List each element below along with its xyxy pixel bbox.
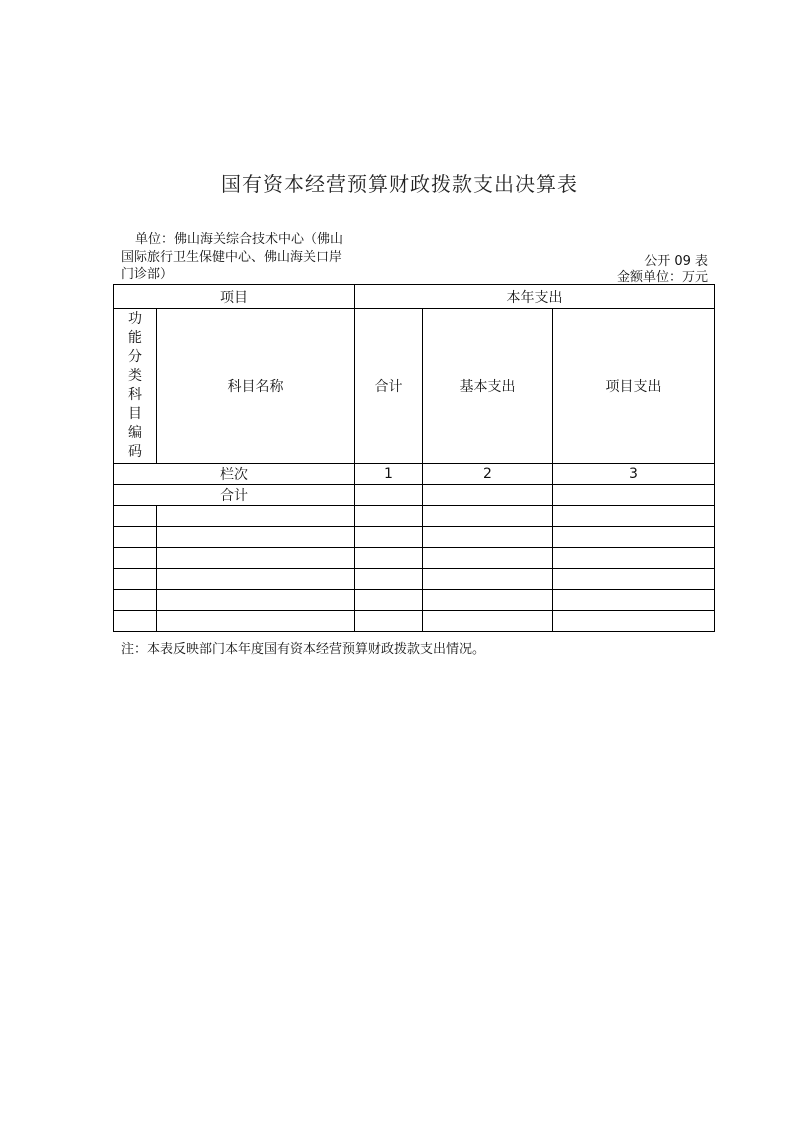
row-basic <box>423 569 553 590</box>
col-basic-header: 基本支出 <box>423 309 553 464</box>
header-year-expense: 本年支出 <box>355 285 715 309</box>
row-name <box>157 506 355 527</box>
col-code-label: 功能分类科目编码 <box>128 311 142 460</box>
table-row <box>114 611 715 632</box>
row-project <box>553 506 715 527</box>
row-basic <box>423 506 553 527</box>
row-code <box>114 590 157 611</box>
row-total <box>355 569 423 590</box>
row-name <box>157 527 355 548</box>
table-row <box>114 506 715 527</box>
table-row <box>114 527 715 548</box>
row-name <box>157 548 355 569</box>
table-subheader-row <box>114 309 715 464</box>
row-code <box>114 611 157 632</box>
unit-line-1: 单位：佛山海关综合技术中心（佛山 <box>135 232 344 247</box>
row-project <box>553 611 715 632</box>
unit-line-3: 门诊部） <box>121 267 174 282</box>
index-3: 3 <box>553 464 715 485</box>
expense-table <box>113 284 715 632</box>
table-header-row <box>114 285 715 309</box>
row-basic <box>423 611 553 632</box>
total-project-cell <box>553 485 715 506</box>
total-label: 合计 <box>114 485 355 506</box>
page-title: 国有资本经营预算财政拨款支出决算表 <box>221 172 578 196</box>
row-code <box>114 527 157 548</box>
row-total <box>355 611 423 632</box>
row-basic <box>423 548 553 569</box>
form-code: 公开 09 表 <box>644 254 708 269</box>
index-1: 1 <box>355 464 423 485</box>
total-cell <box>355 485 423 506</box>
col-total-header: 合计 <box>355 309 423 464</box>
row-project <box>553 527 715 548</box>
row-basic <box>423 590 553 611</box>
row-project <box>553 590 715 611</box>
row-name <box>157 590 355 611</box>
table-row <box>114 590 715 611</box>
row-project <box>553 569 715 590</box>
row-name <box>157 611 355 632</box>
row-code <box>114 506 157 527</box>
unit-line-2: 国际旅行卫生保健中心、佛山海关口岸 <box>121 249 343 265</box>
total-row <box>114 485 715 506</box>
row-total <box>355 506 423 527</box>
col-code-header <box>114 309 157 464</box>
total-basic-cell <box>423 485 553 506</box>
index-2: 2 <box>423 464 553 485</box>
row-basic <box>423 527 553 548</box>
index-row <box>114 464 715 485</box>
index-label: 栏次 <box>114 464 355 485</box>
money-unit: 金额单位：万元 <box>616 270 708 285</box>
row-total <box>355 548 423 569</box>
col-project-header: 项目支出 <box>553 309 715 464</box>
table-row <box>114 569 715 590</box>
unit-info <box>121 231 361 284</box>
row-total <box>355 590 423 611</box>
col-name-header: 科目名称 <box>157 309 355 464</box>
table-row <box>114 548 715 569</box>
row-code <box>114 548 157 569</box>
footnote: 注：本表反映部门本年度国有资本经营预算财政拨款支出情况。 <box>121 642 486 657</box>
row-project <box>553 548 715 569</box>
row-code <box>114 569 157 590</box>
row-total <box>355 527 423 548</box>
header-item: 项目 <box>114 285 355 309</box>
row-name <box>157 569 355 590</box>
